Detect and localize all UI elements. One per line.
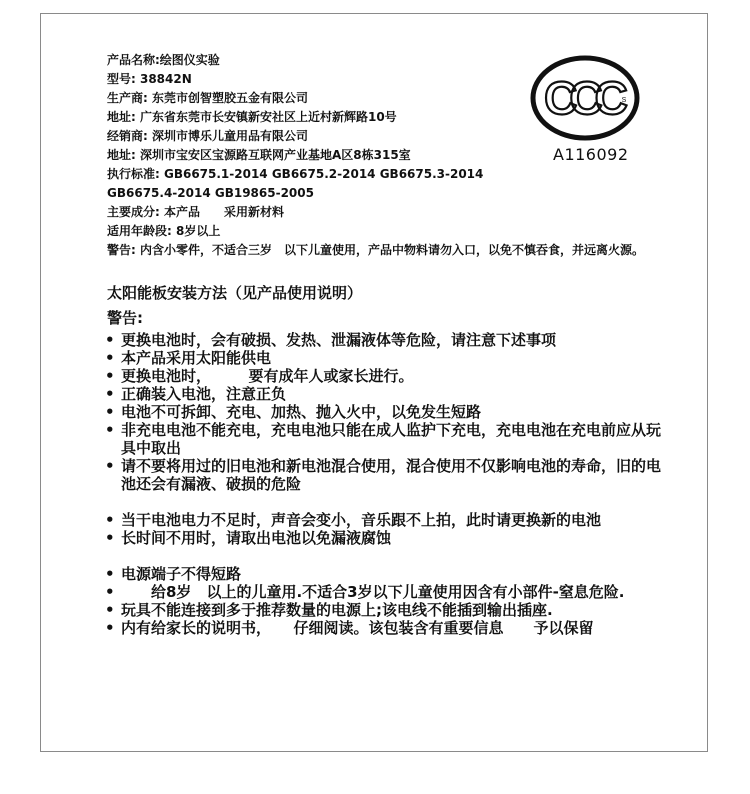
product-name: 产品名称:绘图仪实验 (107, 53, 220, 67)
bullet-icon: • (105, 511, 115, 529)
model-number: 型号: 38842N (107, 72, 192, 86)
list-item: • 正确装入电池，注意正负 (105, 385, 287, 403)
bullet-icon: • (105, 619, 115, 637)
list-item: • 请不要将用过的旧电池和新电池混合使用，混合使用不仅影响电池的寿命，旧的电池还会有漏液、破损的危险 (105, 457, 662, 493)
bullet-icon: • (105, 367, 115, 385)
bullet-icon: • (105, 421, 115, 439)
bullet-icon: • (105, 565, 115, 583)
ccc-certification (530, 54, 640, 144)
list-item: • 当干电池电力不足时，声音会变小，音乐跟不上拍，此时请更换新的电池 (105, 511, 602, 529)
ccc-logo-mark: S (621, 97, 627, 104)
list-item: • 更换电池时， 要有成年人或家长进行。 (105, 367, 414, 385)
bullet-icon: • (105, 583, 115, 601)
list-item: • 本产品采用太阳能供电 (105, 349, 272, 367)
age-range: 适用年龄段: 8岁以上 (107, 224, 221, 238)
bullet-icon: • (105, 601, 115, 619)
bullet-icon: • (105, 385, 115, 403)
distributor-address: 地址: 深圳市宝安区宝源路互联网产业基地A区8栋315室 (107, 148, 411, 162)
material: 主要成分: 本产品 采用新材料 (107, 205, 284, 219)
list-spacer (103, 493, 663, 511)
bullet-icon: • (105, 457, 115, 475)
manufacturer: 生产商: 东莞市创智塑胶五金有限公司 (107, 91, 308, 105)
standard-line-1: 执行标准: GB6675.1-2014 GB6675.2-2014 GB6675.3-2014 (107, 167, 484, 181)
warning-title: 警告: (107, 309, 143, 327)
list-item: • 长时间不用时，请取出电池以免漏液腐蚀 (105, 529, 392, 547)
list-item: • 玩具不能连接到多于推荐数量的电源上;该电线不能插到输出插座. (105, 601, 553, 619)
solar-install-title: 太阳能板安装方法（见产品使用说明） (107, 284, 363, 302)
info-warning: 警告: 内含小零件，不适合三岁 以下儿童使用，产品中物料请勿入口，以免不慎吞食，并远离火源。 (107, 243, 644, 257)
ccc-logo-text: CCC (544, 72, 620, 124)
distributor: 经销商: 深圳市博乐儿童用品有限公司 (107, 129, 308, 143)
standard-line-2: GB6675.4-2014 GB19865-2005 (107, 186, 314, 200)
list-item: • 内有给家长的说明书， 仔细阅读。该包装含有重要信息 予以保留 (105, 619, 594, 637)
bullet-icon: • (105, 331, 115, 349)
list-item: • 给8岁 以上的儿童用.不适合3岁以下儿童使用因含有小部件-窒息危险. (105, 583, 625, 601)
list-item: • 电池不可拆卸、充电、加热、抛入火中，以免发生短路 (105, 403, 482, 421)
bullet-icon: • (105, 349, 115, 367)
manufacturer-address: 地址: 广东省东莞市长安镇新安社区上近村新辉路10号 (107, 110, 397, 124)
certificate-number: A116092 (553, 145, 629, 164)
list-item: • 更换电池时，会有破损、发热、泄漏液体等危险，请注意下述事项 (105, 331, 557, 349)
list-spacer (103, 547, 663, 565)
ccc-icon (530, 54, 640, 144)
bullet-icon: • (105, 403, 115, 421)
bullet-icon: • (105, 529, 115, 547)
warning-list (103, 331, 663, 637)
list-item: • 电源端子不得短路 (105, 565, 242, 583)
list-item: • 非充电电池不能充电，充电电池只能在成人监护下充电，充电电池在充电前应从玩具中取出 (105, 421, 662, 457)
